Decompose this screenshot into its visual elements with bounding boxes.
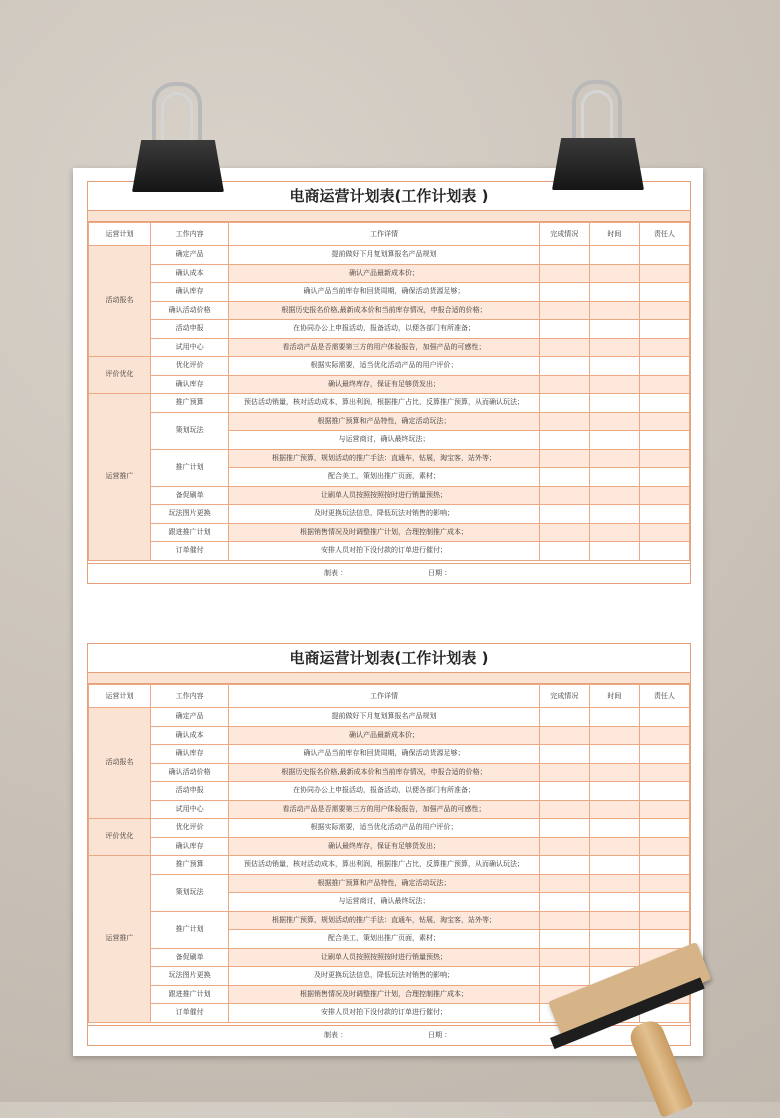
work-content-cell: 确认活动价格 [151,763,229,782]
time-cell[interactable] [589,283,639,302]
work-content-cell: 推广预算 [151,394,229,413]
status-cell[interactable] [539,967,589,986]
work-content-cell: 跟进推广计划 [151,523,229,542]
page-title: 电商运营计划表(工作计划表 ) [88,182,690,211]
column-header: 责任人 [639,685,689,708]
time-cell[interactable] [589,264,639,283]
work-detail-cell: 根据历史报名价格,最新成本价和当前库存情况，申报合适的价格； [229,301,540,320]
time-cell[interactable] [589,819,639,838]
owner-cell[interactable] [639,357,689,376]
time-cell[interactable] [589,930,639,949]
status-cell[interactable] [539,283,589,302]
status-cell[interactable] [539,375,589,394]
owner-cell[interactable] [639,338,689,357]
maker-label: 制表 ： [324,568,348,577]
work-content-cell: 活动申报 [151,782,229,801]
work-content-cell: 确认库存 [151,375,229,394]
work-content-cell: 活动申报 [151,320,229,339]
status-cell[interactable] [539,468,589,487]
time-cell[interactable] [589,782,639,801]
plan-group-cell: 运营推广 [89,856,151,1023]
plan-group-cell: 评价优化 [89,819,151,856]
time-cell[interactable] [589,357,639,376]
time-cell[interactable] [589,449,639,468]
plan-group-cell: 活动报名 [89,708,151,819]
work-content-cell: 玩法图片更换 [151,967,229,986]
column-header: 完成情况 [539,685,589,708]
date-label: 日期 ： [428,568,452,577]
plan-group-cell: 评价优化 [89,357,151,394]
work-detail-cell: 预估活动销量，核对活动成本，算出利润，根据推广占比，反算推广预算，从而确认玩法； [229,394,540,413]
table-row [89,819,690,838]
work-content-cell: 确认成本 [151,726,229,745]
binder-clip-icon [128,82,228,202]
owner-cell[interactable] [639,486,689,505]
table-row [89,338,690,357]
time-cell[interactable] [589,486,639,505]
work-content-cell: 玩法图片更换 [151,505,229,524]
rubber-stamp-icon [548,990,780,1102]
work-detail-cell: 看活动产品是否需要第三方的用户体验报告，加强产品的可感性； [229,800,540,819]
time-cell[interactable] [589,431,639,450]
owner-cell[interactable] [639,837,689,856]
work-content-cell: 确定产品 [151,708,229,727]
table-row [89,505,690,524]
status-cell[interactable] [539,505,589,524]
time-cell[interactable] [589,375,639,394]
work-detail-cell: 让刷单人员按照按照按时进行销量预热； [229,948,540,967]
sheet-footer [88,563,690,583]
work-detail-cell: 根据实际需要，适当优化活动产品的用户评价； [229,357,540,376]
time-cell[interactable] [589,468,639,487]
status-cell[interactable] [539,708,589,727]
work-content-cell: 确认库存 [151,745,229,764]
table-row [89,301,690,320]
status-cell[interactable] [539,542,589,561]
table-row [89,763,690,782]
status-cell[interactable] [539,449,589,468]
column-header: 时间 [589,685,639,708]
table-row [89,874,690,893]
table-row [89,523,690,542]
work-detail-cell: 根据推广预算和产品特性，确定活动玩法； [229,412,540,431]
work-detail-cell: 确认产品当前库存和回货周期，确保活动货源足够； [229,283,540,302]
work-detail-cell: 确认产品最新成本价； [229,726,540,745]
table-row [89,320,690,339]
owner-cell[interactable] [639,708,689,727]
work-detail-cell: 根据推广预算，规划活动的推广手法：直通车，钻展，淘宝客，站外等； [229,911,540,930]
work-detail-cell: 根据推广预算和产品特性，确定活动玩法； [229,874,540,893]
time-cell[interactable] [589,874,639,893]
table-row [89,745,690,764]
plan-group-cell: 运营推广 [89,394,151,561]
paper-sheet [73,168,703,1056]
time-cell[interactable] [589,837,639,856]
status-cell[interactable] [539,412,589,431]
work-content-cell: 跟进推广计划 [151,985,229,1004]
table-row [89,726,690,745]
column-header: 工作详情 [229,223,540,246]
work-detail-cell: 在协同办公上申报活动，报备活动，以便各部门有所准备； [229,782,540,801]
work-detail-cell: 提前做好下月复划算报名产品规划 [229,708,540,727]
title-strip [88,211,690,222]
time-cell[interactable] [589,911,639,930]
status-cell[interactable] [539,819,589,838]
table-row [89,264,690,283]
status-cell[interactable] [539,800,589,819]
work-content-cell: 确认成本 [151,264,229,283]
work-detail-cell: 确认最终库存，保证有足够货发出； [229,375,540,394]
work-detail-cell: 提前做好下月复划算报名产品规划 [229,246,540,265]
table-row [89,375,690,394]
work-detail-cell: 及时更换玩法信息，降低玩法对销售的影响； [229,967,540,986]
owner-cell[interactable] [639,542,689,561]
owner-cell[interactable] [639,505,689,524]
status-cell[interactable] [539,264,589,283]
work-content-cell: 确认库存 [151,283,229,302]
table-row [89,357,690,376]
work-content-cell: 策划玩法 [151,412,229,449]
work-content-cell: 确定产品 [151,246,229,265]
page-title: 电商运营计划表(工作计划表 ) [88,644,690,673]
owner-cell[interactable] [639,523,689,542]
status-cell[interactable] [539,486,589,505]
status-cell[interactable] [539,523,589,542]
owner-cell[interactable] [639,394,689,413]
work-detail-cell: 预估活动销量，核对活动成本，算出利润，根据推广占比，反算推广预算，从而确认玩法； [229,856,540,875]
time-cell[interactable] [589,394,639,413]
column-header: 责任人 [639,223,689,246]
work-content-cell: 推广预算 [151,856,229,875]
work-detail-cell: 配合美工，策划出推广页面，素材； [229,930,540,949]
status-cell[interactable] [539,856,589,875]
owner-cell[interactable] [639,412,689,431]
owner-cell[interactable] [639,283,689,302]
table-header-row [89,685,690,708]
column-header: 运营计划 [89,685,151,708]
table-row [89,708,690,727]
column-header: 运营计划 [89,223,151,246]
work-detail-cell: 根据销售情况及时调整推广计划，合理控制推广成本； [229,985,540,1004]
owner-cell[interactable] [639,893,689,912]
owner-cell[interactable] [639,763,689,782]
time-cell[interactable] [589,726,639,745]
owner-cell[interactable] [639,930,689,949]
work-content-cell: 订单催付 [151,1004,229,1023]
column-header: 工作内容 [151,223,229,246]
work-detail-cell: 确认产品当前库存和回货周期，确保活动货源足够； [229,745,540,764]
status-cell[interactable] [539,874,589,893]
table-row [89,782,690,801]
time-cell[interactable] [589,523,639,542]
time-cell[interactable] [589,505,639,524]
owner-cell[interactable] [639,782,689,801]
time-cell[interactable] [589,948,639,967]
owner-cell[interactable] [639,264,689,283]
work-detail-cell: 安排人员对拍下没付款的订单进行催付； [229,542,540,561]
date-label: 日期 ： [428,1030,452,1039]
time-cell[interactable] [589,763,639,782]
status-cell[interactable] [539,320,589,339]
owner-cell[interactable] [639,449,689,468]
status-cell[interactable] [539,431,589,450]
status-cell[interactable] [539,338,589,357]
status-cell[interactable] [539,948,589,967]
work-detail-cell: 确认产品最新成本价； [229,264,540,283]
work-detail-cell: 与运营商讨，确认最终玩法； [229,431,540,450]
time-cell[interactable] [589,708,639,727]
work-detail-cell: 配合美工，策划出推广页面，素材； [229,468,540,487]
work-content-cell: 优化评价 [151,819,229,838]
work-content-cell: 备促刷单 [151,486,229,505]
work-detail-cell: 根据实际需要，适当优化活动产品的用户评价； [229,819,540,838]
status-cell[interactable] [539,301,589,320]
work-content-cell: 策划玩法 [151,874,229,911]
owner-cell[interactable] [639,375,689,394]
work-detail-cell: 根据推广预算，规划活动的推广手法：直通车，钻展，淘宝客，站外等； [229,449,540,468]
work-content-cell: 确认活动价格 [151,301,229,320]
owner-cell[interactable] [639,911,689,930]
table-header-row [89,223,690,246]
plan-table [88,684,690,1023]
table-row [89,856,690,875]
owner-cell[interactable] [639,856,689,875]
owner-cell[interactable] [639,301,689,320]
table-row [89,911,690,930]
status-cell[interactable] [539,837,589,856]
work-content-cell: 订单催付 [151,542,229,561]
table-row [89,246,690,265]
status-cell[interactable] [539,246,589,265]
maker-label: 制表 ： [324,1030,348,1039]
status-cell[interactable] [539,930,589,949]
time-cell[interactable] [589,301,639,320]
time-cell[interactable] [589,893,639,912]
plan-group-cell: 活动报名 [89,246,151,357]
table-row [89,449,690,468]
status-cell[interactable] [539,726,589,745]
work-content-cell: 推广计划 [151,449,229,486]
status-cell[interactable] [539,911,589,930]
work-detail-cell: 看活动产品是否需要第三方的用户体验报告，加强产品的可感性； [229,338,540,357]
owner-cell[interactable] [639,320,689,339]
table-row [89,800,690,819]
column-header: 时间 [589,223,639,246]
plan-table [88,222,690,561]
time-cell[interactable] [589,338,639,357]
owner-cell[interactable] [639,468,689,487]
status-cell[interactable] [539,763,589,782]
time-cell[interactable] [589,412,639,431]
table-row [89,948,690,967]
work-content-cell: 备促刷单 [151,948,229,967]
status-cell[interactable] [539,745,589,764]
table-row [89,412,690,431]
time-cell[interactable] [589,320,639,339]
column-header: 完成情况 [539,223,589,246]
status-cell[interactable] [539,893,589,912]
work-detail-cell: 与运营商讨，确认最终玩法； [229,893,540,912]
work-content-cell: 确认库存 [151,837,229,856]
work-detail-cell: 安排人员对拍下没付款的订单进行催付； [229,1004,540,1023]
owner-cell[interactable] [639,431,689,450]
status-cell[interactable] [539,394,589,413]
time-cell[interactable] [589,856,639,875]
table-row [89,486,690,505]
plan-sheet-1 [87,181,691,584]
work-content-cell: 试用中心 [151,800,229,819]
table-row [89,283,690,302]
work-detail-cell: 确认最终库存，保证有足够货发出； [229,837,540,856]
work-content-cell: 优化评价 [151,357,229,376]
time-cell[interactable] [589,246,639,265]
work-detail-cell: 根据历史报名价格,最新成本价和当前库存情况，申报合适的价格； [229,763,540,782]
owner-cell[interactable] [639,726,689,745]
owner-cell[interactable] [639,874,689,893]
status-cell[interactable] [539,782,589,801]
table-row [89,837,690,856]
owner-cell[interactable] [639,745,689,764]
work-content-cell: 推广计划 [151,911,229,948]
owner-cell[interactable] [639,800,689,819]
time-cell[interactable] [589,542,639,561]
status-cell[interactable] [539,357,589,376]
binder-clip-icon [548,80,648,200]
work-detail-cell: 根据销售情况及时调整推广计划，合理控制推广成本； [229,523,540,542]
owner-cell[interactable] [639,246,689,265]
work-content-cell: 试用中心 [151,338,229,357]
column-header: 工作内容 [151,685,229,708]
column-header: 工作详情 [229,685,540,708]
time-cell[interactable] [589,745,639,764]
work-detail-cell: 让刷单人员按照按照按时进行销量预热； [229,486,540,505]
title-strip [88,673,690,684]
table-row [89,394,690,413]
owner-cell[interactable] [639,819,689,838]
work-detail-cell: 在协同办公上申报活动，报备活动，以便各部门有所准备； [229,320,540,339]
time-cell[interactable] [589,800,639,819]
table-row [89,542,690,561]
work-detail-cell: 及时更换玩法信息，降低玩法对销售的影响； [229,505,540,524]
